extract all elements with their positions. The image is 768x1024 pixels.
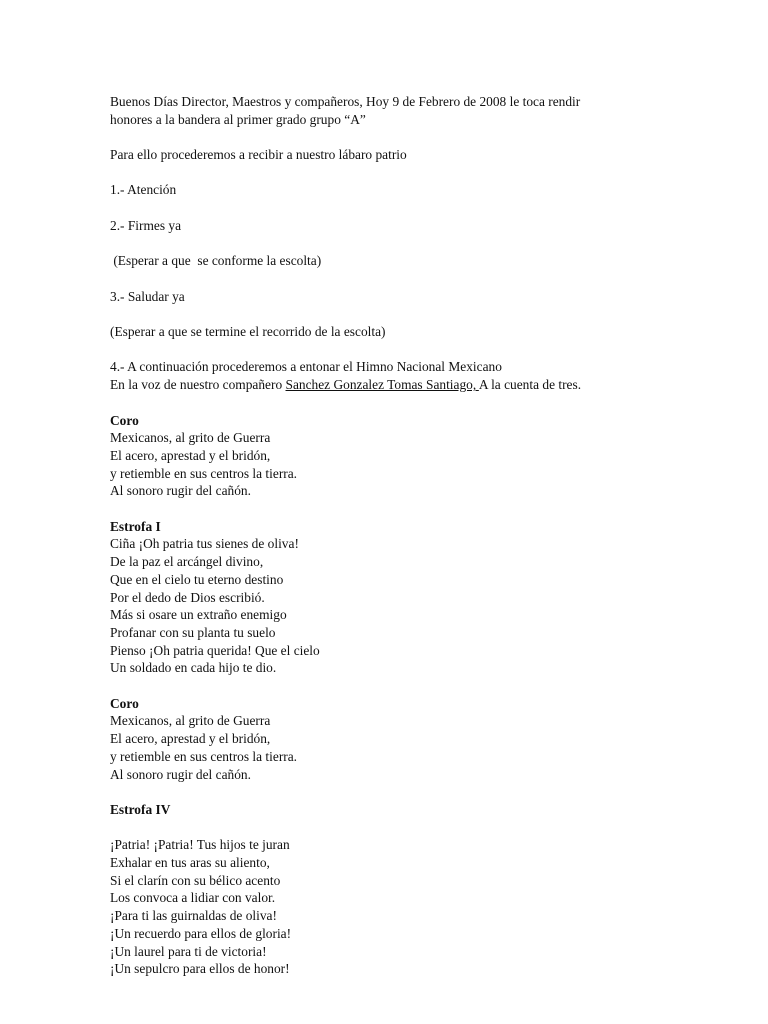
estrofa-4-line: ¡Un recuerdo para ellos de gloria! <box>110 925 292 941</box>
note-2: (Esperar a que se termine el recorrido de la escolta) <box>110 324 386 340</box>
coro-1-heading: Coro <box>110 412 139 428</box>
estrofa-1-line: Por el dedo de Dios escribió. <box>110 589 265 605</box>
coro-1-section <box>110 412 710 501</box>
step-3: 3.- Saludar ya <box>110 288 185 304</box>
coro-2-line: y retiemble en sus centros la tierra. <box>110 748 298 764</box>
estrofa-1-section <box>110 518 710 677</box>
step-4 <box>110 358 710 393</box>
estrofa-4-section <box>110 801 710 978</box>
coro-1-line: El acero, aprestad y el bridón, <box>110 447 271 463</box>
step-4-line-2 <box>110 376 710 394</box>
coro-2-line: Mexicanos, al grito de Guerra <box>110 713 271 729</box>
step-4-line-1: 4.- A continuación procederemos a entonar el Himno Nacional Mexicano <box>110 359 502 375</box>
step-2: 2.- Firmes ya <box>110 217 182 233</box>
estrofa-1-line: Ciña ¡Oh patria tus sienes de oliva! <box>110 536 299 552</box>
estrofa-4-heading: Estrofa IV <box>110 801 171 817</box>
note-1: (Esperar a que se conforme la escolta) <box>110 253 322 269</box>
intro-line-2: honores a la bandera al primer grado grupo “A” <box>110 111 366 127</box>
estrofa-1-line: Profanar con su planta tu suelo <box>110 624 276 640</box>
estrofa-4-line: ¡Un laurel para ti de victoria! <box>110 943 267 959</box>
step-4-prefix: En la voz de nuestro compañero <box>110 377 286 393</box>
estrofa-4-line: Si el clarín con su bélico acento <box>110 872 281 888</box>
coro-2-heading: Coro <box>110 695 139 711</box>
estrofa-4-line: ¡Un sepulcro para ellos de honor! <box>110 961 290 977</box>
estrofa-4-line: ¡Patria! ¡Patria! Tus hijos te juran <box>110 837 290 853</box>
coro-2-line: Al sonoro rugir del cañón. <box>110 766 251 782</box>
intro-paragraph <box>110 93 710 128</box>
coro-2-section <box>110 695 710 784</box>
coro-1-line: y retiemble en sus centros la tierra. <box>110 465 298 481</box>
estrofa-4-line: Exhalar en tus aras su aliento, <box>110 855 270 871</box>
step-1: 1.- Atención <box>110 182 177 198</box>
estrofa-4-line: Los convoca a lidiar con valor. <box>110 890 276 906</box>
singer-name: Sanchez Gonzalez Tomas Santiago, <box>285 377 479 393</box>
coro-2-line: El acero, aprestad y el bridón, <box>110 731 271 747</box>
recibir-line: Para ello procederemos a recibir a nuestro lábaro patrio <box>110 147 407 163</box>
coro-1-line: Mexicanos, al grito de Guerra <box>110 430 271 446</box>
estrofa-1-line: Un soldado en cada hijo te dio. <box>110 660 277 676</box>
estrofa-4-line: ¡Para ti las guirnaldas de oliva! <box>110 908 277 924</box>
estrofa-1-line: De la paz el arcángel divino, <box>110 554 264 570</box>
coro-1-line: Al sonoro rugir del cañón. <box>110 483 251 499</box>
intro-line-1: Buenos Días Director, Maestros y compañeros, Hoy 9 de Febrero de 2008 le toca rendir <box>110 94 581 109</box>
estrofa-1-line: Que en el cielo tu eterno destino <box>110 571 284 587</box>
estrofa-1-line: Más si osare un extraño enemigo <box>110 607 287 623</box>
estrofa-1-line: Pienso ¡Oh patria querida! Que el cielo <box>110 642 320 658</box>
step-4-suffix: A la cuenta de tres. <box>478 377 582 393</box>
estrofa-1-heading: Estrofa I <box>110 518 161 534</box>
document-page <box>110 93 710 978</box>
